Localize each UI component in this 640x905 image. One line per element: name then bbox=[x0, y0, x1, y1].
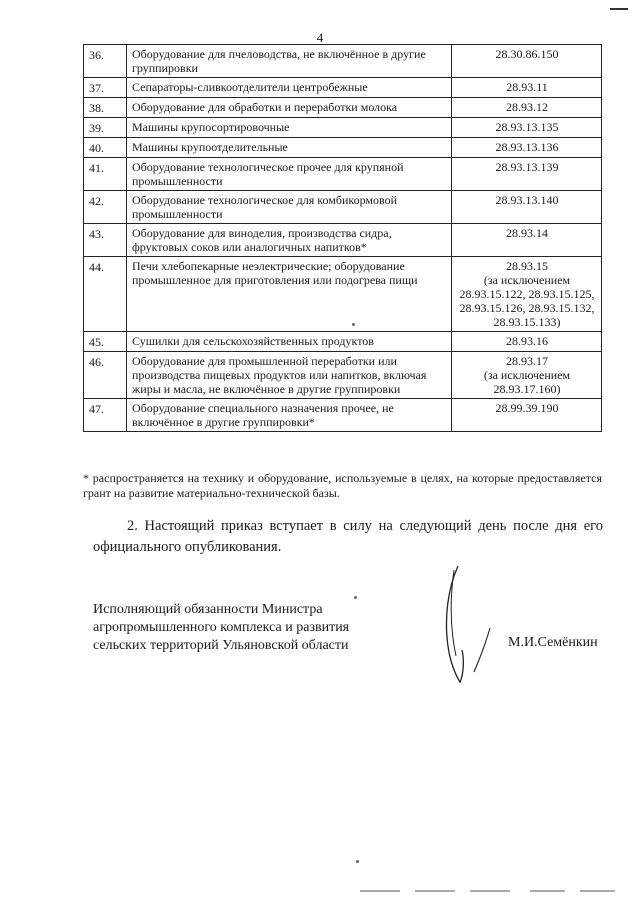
table-row bbox=[84, 352, 602, 399]
table-body bbox=[84, 45, 602, 432]
okpd-code: 28.93.15 bbox=[506, 259, 548, 273]
equipment-name: Оборудование технологическое для комбикормовой промышленности bbox=[127, 191, 452, 224]
table-row bbox=[84, 118, 602, 138]
signer-block bbox=[93, 601, 393, 655]
equipment-name: Сепараторы-сливкоотделители центробежные bbox=[127, 78, 452, 98]
corner-mark bbox=[610, 8, 628, 10]
okpd-code-cell bbox=[452, 224, 602, 257]
row-number: 41. bbox=[84, 158, 127, 191]
scan-dot bbox=[356, 860, 359, 863]
equipment-name: Оборудование для пчеловодства, не включённое в другие группировки bbox=[127, 45, 452, 78]
okpd-code-cell bbox=[452, 118, 602, 138]
okpd-code-cell bbox=[452, 332, 602, 352]
equipment-name: Машины крупосортировочные bbox=[127, 118, 452, 138]
equipment-name: Оборудование для промышленной переработки или производства пищевых продуктов или напитков, включая жиры и масла, не включённое в другие группировки bbox=[127, 352, 452, 399]
row-number: 45. bbox=[84, 332, 127, 352]
signer-title-line-2: агропромышленного комплекса и развития bbox=[93, 620, 350, 635]
equipment-name: Оборудование специального назначения прочее, не включённое в другие группировки* bbox=[127, 399, 452, 432]
okpd-code-cell bbox=[452, 158, 602, 191]
row-number: 36. bbox=[84, 45, 127, 78]
okpd-code: 28.93.12 bbox=[506, 100, 548, 114]
row-number: 37. bbox=[84, 78, 127, 98]
scan-artifact-lines bbox=[360, 888, 620, 894]
okpd-code: 28.93.17 bbox=[506, 354, 548, 368]
okpd-code: 28.93.11 bbox=[506, 80, 548, 94]
table-row bbox=[84, 399, 602, 432]
signer-title-line-1: Исполняющий обязанности Министра bbox=[93, 602, 323, 617]
okpd-code-cell bbox=[452, 399, 602, 432]
row-number: 39. bbox=[84, 118, 127, 138]
okpd-code: 28.93.14 bbox=[506, 226, 548, 240]
scan-dot bbox=[352, 323, 355, 326]
equipment-codes-table bbox=[83, 44, 602, 432]
okpd-code-cell bbox=[452, 257, 602, 332]
table-row bbox=[84, 158, 602, 191]
row-number: 43. bbox=[84, 224, 127, 257]
scan-dot bbox=[354, 596, 357, 599]
table-row bbox=[84, 224, 602, 257]
okpd-code-cell bbox=[452, 138, 602, 158]
order-effective-paragraph: 2. Настоящий приказ вступает в силу на следующий день после дня его официального опубликования. bbox=[93, 518, 603, 555]
equipment-name: Оборудование для виноделия, производства сидра, фруктовых соков или аналогичных напитков* bbox=[127, 224, 452, 257]
table-row bbox=[84, 78, 602, 98]
handwritten-signature bbox=[430, 558, 500, 688]
okpd-code: 28.93.13.135 bbox=[495, 120, 559, 134]
okpd-code: 28.30.86.150 bbox=[495, 47, 559, 61]
okpd-code-exclusion: (за исключением 28.93.17.160) bbox=[483, 368, 571, 396]
table-row bbox=[84, 45, 602, 78]
okpd-code: 28.93.13.140 bbox=[495, 193, 559, 207]
okpd-code-cell bbox=[452, 45, 602, 78]
okpd-code-cell bbox=[452, 98, 602, 118]
row-number: 46. bbox=[84, 352, 127, 399]
okpd-code-cell bbox=[452, 78, 602, 98]
row-number: 42. bbox=[84, 191, 127, 224]
equipment-name: Оборудование технологическое прочее для крупяной промышленности bbox=[127, 158, 452, 191]
okpd-code: 28.93.13.139 bbox=[495, 160, 559, 174]
equipment-name: Оборудование для обработки и переработки молока bbox=[127, 98, 452, 118]
page-number: 4 bbox=[316, 30, 324, 45]
okpd-code-cell bbox=[452, 352, 602, 399]
table-row bbox=[84, 98, 602, 118]
okpd-code: 28.93.13.136 bbox=[495, 140, 559, 154]
table-row bbox=[84, 332, 602, 352]
equipment-name: Машины крупоотделительные bbox=[127, 138, 452, 158]
equipment-name: Печи хлебопекарные неэлектрические; оборудование промышленное для приготовления или подогрева пищи bbox=[127, 257, 452, 332]
okpd-code: 28.93.16 bbox=[506, 334, 548, 348]
table-row bbox=[84, 257, 602, 332]
row-number: 44. bbox=[84, 257, 127, 332]
signer-title-line-3: сельских территорий Ульяновской области bbox=[93, 638, 349, 653]
row-number: 47. bbox=[84, 399, 127, 432]
table-row bbox=[84, 191, 602, 224]
signer-name: М.И.Семёнкин bbox=[508, 635, 598, 650]
row-number: 38. bbox=[84, 98, 127, 118]
okpd-code-exclusion: (за исключением 28.93.15.122, 28.93.15.125, 28.93.15.126, 28.93.15.132, 28.93.15.133) bbox=[459, 273, 595, 329]
okpd-code-cell bbox=[452, 191, 602, 224]
equipment-name: Сушилки для сельскохозяйственных продуктов bbox=[127, 332, 452, 352]
footnote: * распространяется на технику и оборудование, используемые в целях, на которые предоставляется грант на развитие материально-технической базы. bbox=[83, 471, 602, 500]
table-row bbox=[84, 138, 602, 158]
row-number: 40. bbox=[84, 138, 127, 158]
okpd-code: 28.99.39.190 bbox=[495, 401, 559, 415]
